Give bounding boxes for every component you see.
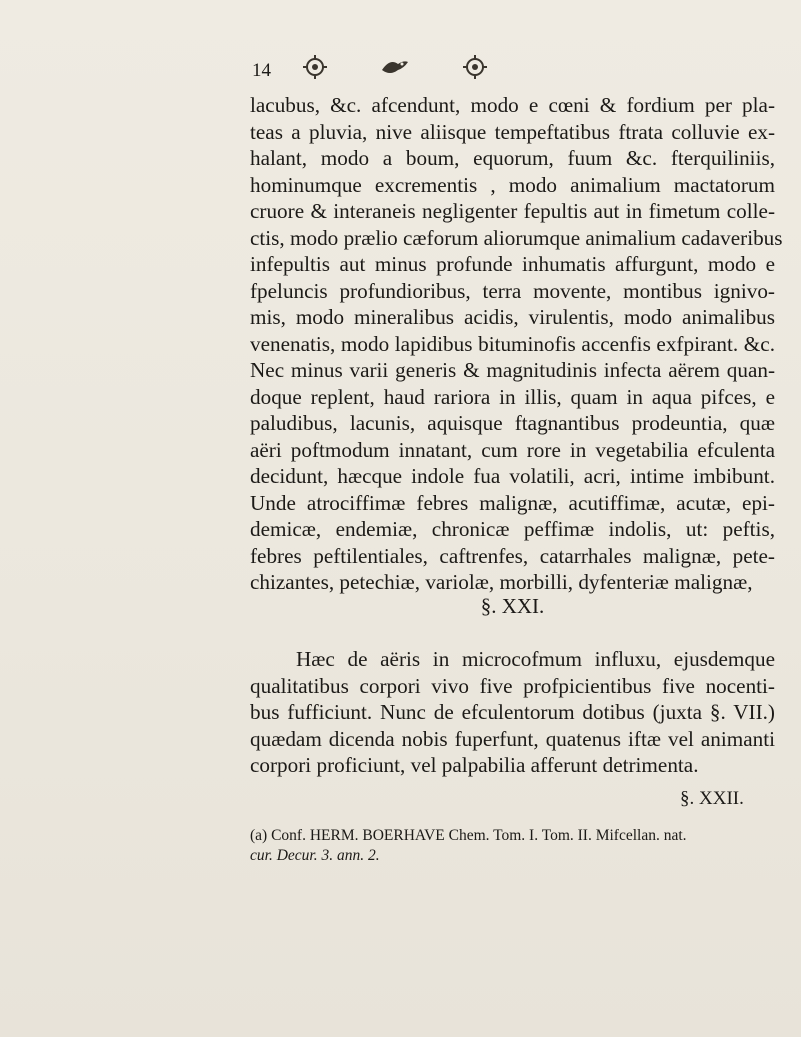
catchword: §. XXII. xyxy=(680,788,744,809)
text-line: qualitatibus corpori vivo five profpicientibus five nocenti- xyxy=(250,673,775,698)
text-line: Hæc de aëris in microcofmum influxu, ejusdemque xyxy=(296,647,775,671)
text-line: febres peftilentiales, caftrenfes, catarrhales malignæ, pete- xyxy=(250,543,775,568)
text-line: teas a pluvia, nive aliisque tempeftatibus ftrata colluvie ex- xyxy=(250,119,775,144)
text-line: Nec minus varii generis & magnitudinis infecta aërem quan- xyxy=(250,358,775,382)
text-line: decidunt, hæcque indole fua volatili, acri, intime imbibunt. xyxy=(250,464,775,488)
text-line: ctis, modo prælio cæforum aliorumque animalium cadaveribus xyxy=(250,225,783,250)
bird-ornament-icon xyxy=(378,52,412,82)
text-line: infepultis aut minus profunde inhumatis affurgunt, modo e xyxy=(250,252,775,276)
floral-ornament-icon xyxy=(458,52,492,82)
text-line: cruore & interaneis negligenter fepultis aut in fimetum colle- xyxy=(250,199,775,223)
text-line: corpori proficiunt, vel palpabilia afferunt detrimenta. xyxy=(250,753,699,777)
text-line: paludibus, lacunis, aquisque ftagnantibus prodeuntia, quæ xyxy=(250,411,775,435)
floral-ornament-icon xyxy=(298,52,332,82)
text-line: lacubus, &c. afcendunt, modo e cœni & fordium per pla- xyxy=(250,93,775,117)
text-line: bus fufficiunt. Nunc de efculentorum dotibus (juxta §. VII.) xyxy=(250,700,775,724)
text-line: demicæ, endemiæ, chronicæ peffimæ indolis, ut: peftis, xyxy=(250,517,775,541)
text-line: chizantes, petechiæ, variolæ, morbilli, dyfenteriæ malignæ, xyxy=(250,570,753,594)
text-line: venenatis, modo lapidibus bituminofis accenfis exfpirant. &c. xyxy=(250,331,775,356)
footnote xyxy=(250,826,775,866)
text-line: hominumque excrementis , modo animalium mactatorum xyxy=(250,172,775,197)
text-line: fpeluncis profundioribus, terra movente, montibus ignivo- xyxy=(250,278,775,303)
page-number: 14 xyxy=(252,60,271,81)
text-line: mis, modo mineralibus acidis, virulentis, modo animalibus xyxy=(250,305,775,329)
text-line: quædam dicenda nobis fuperfunt, quatenus iftæ vel animanti xyxy=(250,726,775,751)
text-line: Unde atrociffimæ febres malignæ, acutiffimæ, acutæ, epi- xyxy=(250,490,775,515)
footnote-line: cur. Decur. 3. ann. 2. xyxy=(250,847,380,864)
page-header xyxy=(0,52,801,86)
footnote-line: (a) Conf. HERM. BOERHAVE Chem. Tom. I. Tom. II. Mifcellan. nat. xyxy=(250,827,687,844)
main-paragraph xyxy=(250,92,783,596)
text-line: halant, modo a boum, equorum, fuum &c. fterquiliniis, xyxy=(250,146,775,170)
second-paragraph xyxy=(250,646,775,779)
text-line: doque replent, haud rariora in illis, quam in aqua pifces, e xyxy=(250,384,775,409)
section-heading: §. XXI. xyxy=(480,594,545,618)
text-line: aëri poftmodum innatant, cum rore in vegetabilia efculenta xyxy=(250,437,775,462)
